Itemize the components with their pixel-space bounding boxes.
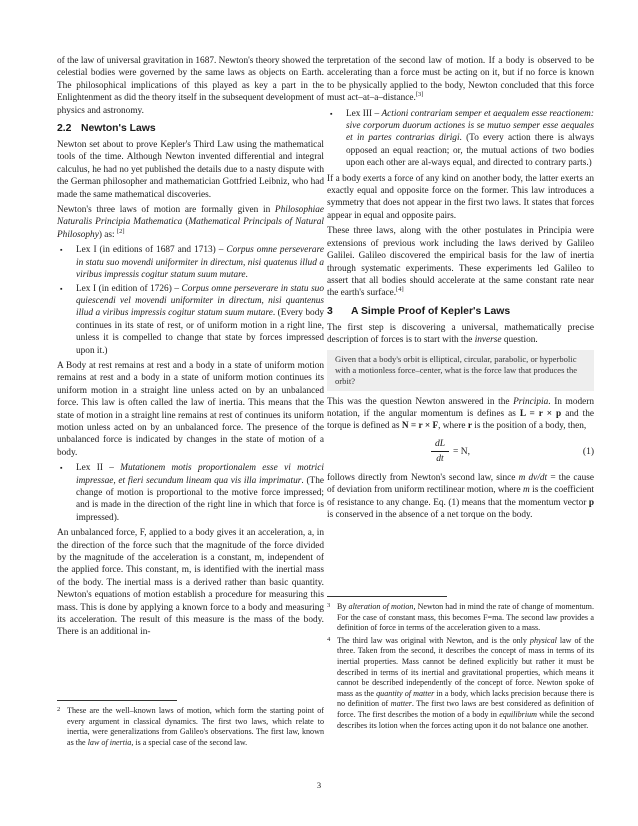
- footnote: [327, 602, 594, 634]
- fraction-numerator: dL: [431, 438, 449, 452]
- paragraph: [327, 55, 594, 105]
- italic-text: physical: [529, 635, 557, 645]
- list-item: [57, 283, 324, 357]
- paragraph: An unbalanced force, F, applied to a body gives it an acceleration, a, in the direction of the force such that the magnitude of the force divided by the magnitude of the acceleration is a constant, m, independent of the applied force. This constant, m, is identified with the inertial mass of the body. The inertial mass is a derived rather than basic quantity. Newton's equations of motion establish a procedure for measuring this mass. This is done by applying a known force to a body and measuring its acceleration. The result of this measure is the mass of the body. There is an additional in-: [57, 528, 324, 638]
- text: is the position of a body, then,: [471, 421, 587, 432]
- footnotes-right: [327, 596, 594, 733]
- law-list: [57, 462, 324, 524]
- page-number: 3: [316, 780, 322, 790]
- paragraph: [327, 225, 594, 299]
- text: (: [182, 217, 189, 228]
- square-bullet-icon: ▪: [60, 464, 63, 473]
- list-item: [327, 108, 594, 170]
- text: Lex I (in editions of 1687 and 1713) –: [76, 245, 227, 256]
- list-item: [57, 462, 324, 524]
- highlighted-quote: Given that a body's orbit is elliptical, circular, parabolic, or hyperbolic with a motionless force–center, what is the force law that produces the orbit?: [327, 350, 594, 391]
- inline-equation: m dv/dt: [518, 472, 548, 483]
- left-column: [57, 55, 324, 642]
- text: , Newton had in mind the rate of change of momentum. For the case of constant mass, this becomes F=ma. The second law provides a definition of force in terms of the acceleration given to a mass.: [337, 602, 594, 633]
- section-heading-newtons-laws: [57, 122, 324, 135]
- italic-symbol: m: [523, 485, 530, 496]
- paragraph: [327, 322, 594, 347]
- italic-text: Corpus omne perseverare in statu suo movendi uniformiter in directum, nisi quatenus illud a viribus impressis cogitur statum suum mutare: [76, 245, 324, 281]
- paragraph: Newton set about to prove Kepler's Third Law using the mathematical tools of the time. Although Newton invented differential and integral calculus, he had no yet published the details due to a nasty dispute with the German philosopher and mathematician Gottfried Leibniz, who had made the same mathematical discoveries.: [57, 140, 324, 200]
- law-list: [57, 244, 324, 357]
- text: question.: [501, 335, 538, 346]
- italic-text: equilibrium: [499, 709, 537, 719]
- citation: [2]: [116, 227, 125, 235]
- text: terpretation of the second law of motion. If a body is observed to be accelerating than a force must be acting on it, but if no force is known to be physically applied to the body, Newton concluded that this force must act–at–a–distance.: [327, 56, 594, 104]
- square-bullet-icon: ▪: [60, 284, 63, 293]
- bold-symbol: p: [588, 497, 594, 508]
- square-bullet-icon: ▪: [60, 246, 63, 255]
- text: ) as:: [98, 229, 117, 240]
- text: The third law was original with Newton, and is the only: [337, 635, 530, 645]
- section-title: A Simple Proof of Kepler's Laws: [351, 305, 511, 317]
- italic-text: quantity of matter: [376, 688, 435, 698]
- list-item: [57, 244, 324, 281]
- right-column: [327, 55, 594, 524]
- section-number: 3: [327, 305, 333, 317]
- italic-text: Mathematical Principals of Natural Philosophy: [57, 217, 324, 240]
- section-heading-keplers-laws: [327, 305, 594, 318]
- italic-text: Corpus omne perseverare in statu suo quiescendi vel movendi uniformiter in directum, nisi quantenus illud a viribus impressis cogitur statum suum mutare: [76, 283, 324, 319]
- footnote: [57, 706, 324, 748]
- text: Lex I (in edition of 1726) –: [76, 283, 182, 294]
- citation: [4]: [396, 286, 404, 294]
- paragraph: [57, 204, 324, 241]
- text: in a body, which lacks precision because there is no definition of: [337, 688, 595, 709]
- footnote-number: 4: [327, 635, 331, 643]
- italic-text: law of inertia: [87, 737, 132, 747]
- equation-rhs: = N,: [453, 446, 470, 457]
- text: These are the well–known laws of motion, which form the starting point of every argument in classical dynamics. The first two laws, which relate to inertia, were generalizations from Galileo's observations. The first law, known as the: [67, 706, 324, 747]
- italic-text: Actioni contrariam semper et aequalem esse reactionem: sive corporum duorum actiones is se mutuo semper esse aequales et in partes contrarias dirigi: [346, 108, 594, 144]
- square-bullet-icon: ▪: [330, 109, 333, 118]
- paragraph: A Body at rest remains at rest and a body in a state of uniform motion remains at rest and a body in a state of uniform motion continues its uniform motion in a straight line unless acted on by an unbalanced force. This law is often called the law of inertia. This means that the state of motion in a straight line remains at rest of continues its uniform motion unless acted on by an unbalanced force. The presence of the unbalanced force is indicated by changes in the state of motion of a body.: [57, 360, 324, 458]
- footnote-divider: [57, 700, 177, 701]
- equation-number: (1): [582, 446, 594, 457]
- text: . (The change of motion is proportional to the motive force impressed; and is made in the direction of the right line in which that force is impressed).: [76, 475, 324, 523]
- italic-text: inverse: [474, 335, 502, 346]
- citation: [3]: [415, 91, 424, 99]
- text: , where: [438, 421, 468, 432]
- footnote-number: 2: [57, 706, 61, 713]
- text: is the coefficient of resistance to any change. Eq. (1) means that the momentum vector: [327, 485, 594, 508]
- text: Newton's three laws of motion are formally given in: [57, 205, 275, 216]
- footnotes-left: [57, 700, 324, 750]
- footnote-number: 3: [327, 602, 331, 609]
- italic-text: Principia: [513, 396, 549, 407]
- paragraph: If a body exerts a force of any kind on another body, the latter exerts an exactly equal and opposite force on the former. This law introduces a symmetry that does not appear in the first two laws. It states that forces appear in equal and opposite pairs.: [327, 173, 594, 221]
- text: This was the question Newton answered in the: [327, 396, 514, 407]
- text: By: [337, 602, 349, 611]
- italic-text: Philosophiae Naturalis Principia Mathematica: [57, 205, 324, 228]
- text: . (To every action there is always opposed an equal reaction; or, the mutual actions of two bodies upon each other are al-ways equal, and directed to contrary parts.): [346, 133, 594, 169]
- paragraph: of the law of universal gravitation in 1687. Newton's theory showed the celestial bodies were governed by the same laws as objects on Earth. The philosophical implications of this played as key a part in the Enlightenment as did the theory itself in the subsequent development of physics and astronomy.: [57, 56, 324, 116]
- text: . The first two laws are best considered as definition of force. The first describes the motion of a body in: [337, 699, 594, 719]
- text: while the second describes its lotion when the forces acting upon it do not balance one another.: [337, 709, 595, 730]
- section-number: 2.2: [57, 123, 72, 135]
- text: These three laws, along with the other postulates in Principia were extensions of previous work including the laws derived by Galileo Galilei. Galileo discovered the empirical basis for the law of inertia through systematic experiments. These experiments led Galileo to assert that all bodies should accelerate at the same constant rate near the earth's surface.: [327, 226, 594, 299]
- text: . (Every body continues in its state of rest, or of uniform motion in a right line, unless it is compelled to change that state by forces impressed upon it.): [76, 308, 324, 356]
- italic-text: alteration of motion: [348, 602, 414, 611]
- italic-text: matter: [390, 699, 412, 709]
- text: Lex II –: [76, 463, 121, 474]
- text: law of the three. Taken from the second, it describes the concept of mass in terms of its inertial properties. Mass cannot be defined explicitly but rather it must be described in terms of its inertial and gravitational properties, which means it cannot be described independently of the concept of force. Newton spoke of mass as the: [337, 635, 595, 698]
- footnote: [327, 636, 594, 731]
- text: and the torque is defined as: [327, 408, 594, 432]
- text: , is a special case of the second law.: [131, 737, 248, 747]
- text: Lex III –: [346, 108, 382, 119]
- law-list: [327, 108, 594, 170]
- text: The first step is discovering a universal, mathematically precise description of forces is to start with the: [327, 322, 594, 346]
- paragraph: [327, 396, 594, 433]
- section-title: Newton's Laws: [81, 123, 156, 135]
- text: follows directly from Newton's second law, since: [327, 472, 519, 483]
- bold-symbol: r: [467, 421, 472, 432]
- inline-equation: N = r × F: [401, 421, 439, 432]
- footnote-divider: [327, 596, 447, 597]
- equation-1: [327, 436, 594, 470]
- equation-fraction: [431, 438, 449, 466]
- inline-equation: L = r × p: [519, 408, 562, 419]
- italic-text: Mutationem motis proportionalem esse vi motrici impressae, et fieri secundum lineam qua vis illa imprimatur: [76, 463, 324, 486]
- paragraph: [327, 472, 594, 522]
- text: . In modern notation, if the angular momentum is defines as: [327, 396, 594, 419]
- text: is conserved in the absence of a net torque on the body.: [327, 509, 533, 520]
- text: .: [245, 270, 248, 281]
- fraction-denominator: dt: [436, 454, 444, 465]
- text: = the cause of deviation from uniform rectilinear motion, where: [327, 472, 594, 496]
